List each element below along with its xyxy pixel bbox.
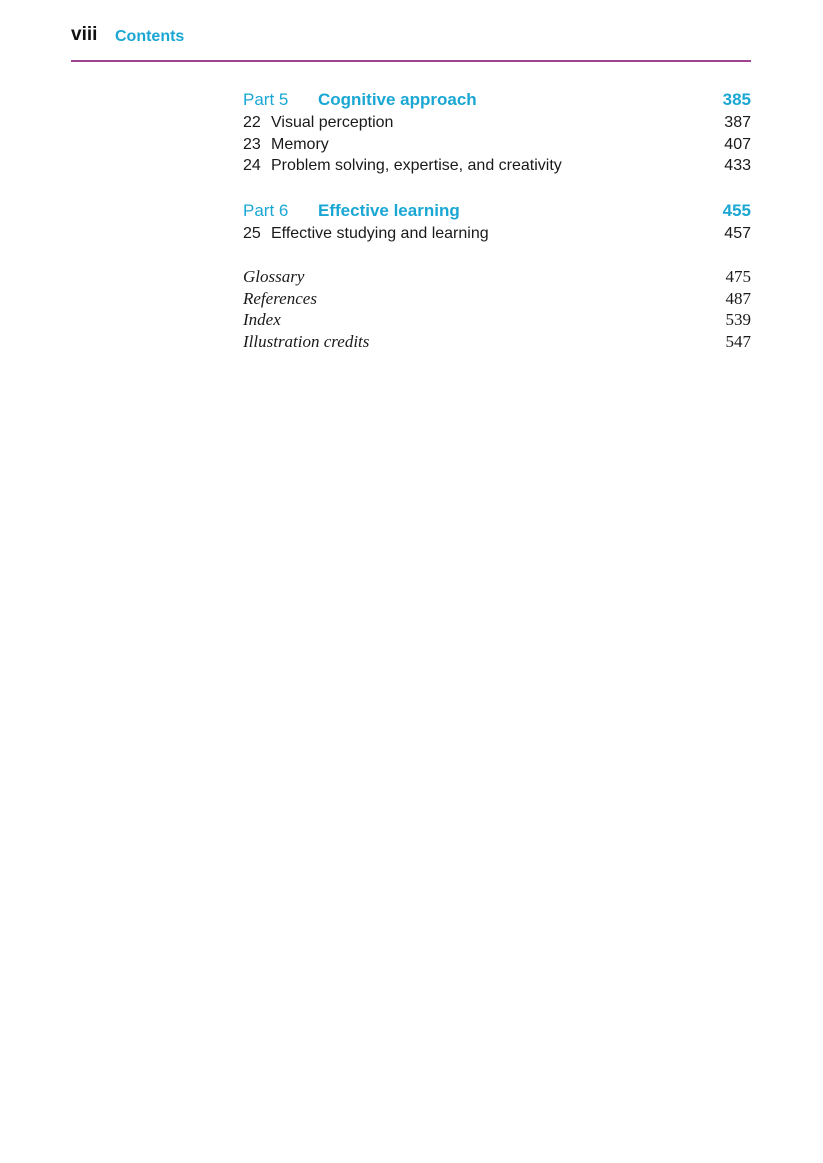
backmatter-title: Illustration credits [243,331,370,351]
backmatter-list [243,266,751,352]
table-of-contents [243,88,751,352]
part-title: Effective learning [318,200,460,220]
page-header [71,24,751,48]
backmatter-entry-references[interactable] [243,288,751,310]
backmatter-title: Index [243,310,281,329]
chapter-number: 22 [243,114,261,131]
chapter-title: Problem solving, expertise, and creativity [271,157,562,174]
part-page-number: 455 [722,200,751,220]
chapter-page-number: 407 [724,135,751,153]
chapter-page-number: 433 [724,157,751,174]
header-rule [71,60,751,62]
backmatter-title: Glossary [243,267,305,286]
running-head: Contents [115,28,185,45]
backmatter-entry-index[interactable] [243,309,751,331]
part-page-number: 385 [722,90,751,109]
backmatter-page-number: 487 [725,288,751,308]
part-block [243,88,751,177]
backmatter-page-number: 547 [725,331,751,351]
chapter-page-number: 387 [724,114,751,131]
chapter-number: 24 [243,157,261,174]
chapter-page-number: 457 [724,224,751,242]
chapter-title: Visual perception [271,114,394,131]
backmatter-entry-glossary[interactable] [243,266,751,288]
chapter-number: 25 [243,224,261,242]
part-label: Part 5 [243,90,289,109]
page-number: viii [71,24,98,45]
chapter-entry[interactable] [243,223,751,245]
backmatter-page-number: 539 [725,310,751,329]
part-heading[interactable] [243,199,751,223]
chapter-entry[interactable] [243,155,751,177]
backmatter-page-number: 475 [725,267,751,286]
backmatter-title: References [243,288,317,308]
part-label: Part 6 [243,200,289,220]
backmatter-entry-illustration-credits[interactable] [243,331,751,353]
part-heading[interactable] [243,88,751,112]
chapter-entry[interactable] [243,112,751,134]
part-title: Cognitive approach [318,90,477,109]
chapter-title: Effective studying and learning [271,224,489,242]
chapter-number: 23 [243,135,261,153]
chapter-entry[interactable] [243,134,751,156]
chapter-title: Memory [271,135,329,153]
part-block [243,199,751,245]
